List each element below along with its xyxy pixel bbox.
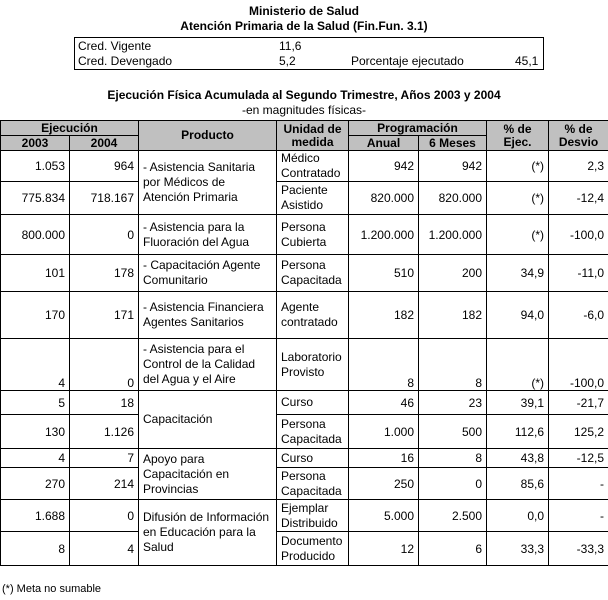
table-row xyxy=(1,468,608,500)
cell-2003: 130 xyxy=(1,415,70,449)
table-row xyxy=(1,532,608,566)
header-unidad: Unidad de medida xyxy=(277,121,349,151)
vigente-value: 11,6 xyxy=(279,39,302,53)
footnote: (*) Meta no sumable xyxy=(2,583,102,595)
cell-pct-ejec: (*) xyxy=(487,182,549,215)
cell-unidad: Curso xyxy=(277,391,349,415)
cell-pct-ejec: 34,9 xyxy=(487,255,549,292)
table-row xyxy=(1,415,608,449)
cell-unidad: Persona Capacitada xyxy=(277,255,349,292)
header-pct-ejec: % de Ejec. xyxy=(487,121,549,151)
vigente-label: Cred. Vigente xyxy=(78,39,152,53)
cell-unidad: Persona Capacitada xyxy=(277,415,349,449)
cell-2003: 270 xyxy=(1,468,70,500)
cell-producto: - Asistencia para la Fluoración del Agua xyxy=(139,215,277,255)
cell-pct-ejec: 33,3 xyxy=(487,532,549,566)
cell-6-meses: 2.500 xyxy=(419,500,487,532)
cell-anual: 820.000 xyxy=(349,182,419,215)
cell-6-meses: 942 xyxy=(419,151,487,182)
cell-pct-desvio: -12,5 xyxy=(549,449,608,468)
cell-pct-desvio: - xyxy=(549,500,608,532)
header-producto: Producto xyxy=(139,121,277,151)
cell-pct-desvio: -11,0 xyxy=(549,255,608,292)
cell-2003: 101 xyxy=(1,255,70,292)
cell-anual: 942 xyxy=(349,151,419,182)
header-ejecucion: Ejecución xyxy=(1,121,139,136)
cell-2004: 964 xyxy=(70,151,139,182)
cell-6-meses: 500 xyxy=(419,415,487,449)
cell-anual: 5.000 xyxy=(349,500,419,532)
table-row xyxy=(1,292,608,339)
cell-pct-ejec: 112,6 xyxy=(487,415,549,449)
cell-unidad: Laboratorio Provisto xyxy=(277,339,349,391)
cell-pct-ejec: 0,0 xyxy=(487,500,549,532)
cell-unidad: Persona Capacitada xyxy=(277,468,349,500)
cell-producto: Difusión de Información en Educación para la Salud xyxy=(139,500,277,566)
cell-2004: 18 xyxy=(70,391,139,415)
cell-anual: 8 xyxy=(349,339,419,391)
cell-pct-desvio: -21,7 xyxy=(549,391,608,415)
cell-anual: 16 xyxy=(349,449,419,468)
table-row xyxy=(1,339,608,391)
cell-producto: Capacitación xyxy=(139,391,277,449)
cell-2004: 1.126 xyxy=(70,415,139,449)
cell-2004: 0 xyxy=(70,339,139,391)
cell-anual: 1.000 xyxy=(349,415,419,449)
execution-table xyxy=(0,120,608,566)
budget-box xyxy=(74,37,544,70)
cell-2003: 1.053 xyxy=(1,151,70,182)
cell-6-meses: 0 xyxy=(419,468,487,500)
cell-pct-ejec: 39,1 xyxy=(487,391,549,415)
porcentaje-label: Porcentaje ejecutado xyxy=(351,54,464,68)
cell-2003: 775.834 xyxy=(1,182,70,215)
cell-pct-ejec: 43,8 xyxy=(487,449,549,468)
cell-2004: 0 xyxy=(70,500,139,532)
cell-pct-desvio: -100,0 xyxy=(549,339,608,391)
program-title: Atención Primaria de la Salud (Fin.Fun. 3.1) xyxy=(180,19,428,33)
cell-pct-desvio: -33,3 xyxy=(549,532,608,566)
cell-pct-desvio: - xyxy=(549,468,608,500)
cell-2004: 7 xyxy=(70,449,139,468)
cell-6-meses: 8 xyxy=(419,449,487,468)
cell-6-meses: 200 xyxy=(419,255,487,292)
table-row xyxy=(1,391,608,415)
cell-producto: - Asistencia Financiera Agentes Sanitarios xyxy=(139,292,277,339)
table-row xyxy=(1,151,608,182)
cell-anual: 1.200.000 xyxy=(349,215,419,255)
cell-unidad: Documento Producido xyxy=(277,532,349,566)
table-subtitle: -en magnitudes físicas- xyxy=(241,103,367,117)
cell-2004: 171 xyxy=(70,292,139,339)
cell-producto: - Capacitación Agente Comunitario xyxy=(139,255,277,292)
porcentaje-value: 45,1 xyxy=(515,54,539,68)
cell-pct-ejec: 85,6 xyxy=(487,468,549,500)
table-row xyxy=(1,215,608,255)
cell-2003: 170 xyxy=(1,292,70,339)
header-programacion: Programación xyxy=(349,121,487,136)
cell-unidad: Ejemplar Distribuido xyxy=(277,500,349,532)
cell-2004: 4 xyxy=(70,532,139,566)
cell-unidad: Persona Cubierta xyxy=(277,215,349,255)
table-row xyxy=(1,255,608,292)
header-6-meses: 6 Meses xyxy=(419,136,487,151)
cell-pct-desvio: 2,3 xyxy=(549,151,608,182)
cell-pct-ejec: (*) xyxy=(487,339,549,391)
cell-pct-desvio: -12,4 xyxy=(549,182,608,215)
cell-6-meses: 23 xyxy=(419,391,487,415)
table-title: Ejecución Física Acumulada al Segundo Trimestre, Años 2003 y 2004 xyxy=(107,88,501,102)
header-2004: 2004 xyxy=(70,136,139,151)
table-row xyxy=(1,500,608,532)
header-anual: Anual xyxy=(349,136,419,151)
cell-pct-ejec: (*) xyxy=(487,151,549,182)
cell-6-meses: 6 xyxy=(419,532,487,566)
cell-anual: 12 xyxy=(349,532,419,566)
cell-6-meses: 8 xyxy=(419,339,487,391)
ministry-title: Ministerio de Salud xyxy=(248,4,359,18)
header-pct-desvio: % de Desvio xyxy=(549,121,608,151)
cell-unidad: Curso xyxy=(277,449,349,468)
cell-2004: 178 xyxy=(70,255,139,292)
devengado-value: 5,2 xyxy=(279,54,296,68)
cell-6-meses: 182 xyxy=(419,292,487,339)
cell-producto: Apoyo para Capacitación en Provincias xyxy=(139,449,277,500)
cell-2003: 4 xyxy=(1,339,70,391)
cell-unidad: Médico Contratado xyxy=(277,151,349,182)
cell-2003: 8 xyxy=(1,532,70,566)
cell-anual: 510 xyxy=(349,255,419,292)
table-row xyxy=(1,182,608,215)
devengado-label: Cred. Devengado xyxy=(78,54,173,68)
cell-2003: 4 xyxy=(1,449,70,468)
cell-2004: 214 xyxy=(70,468,139,500)
cell-pct-desvio: 125,2 xyxy=(549,415,608,449)
cell-pct-ejec: (*) xyxy=(487,215,549,255)
cell-2003: 1.688 xyxy=(1,500,70,532)
cell-2004: 718.167 xyxy=(70,182,139,215)
header-2003: 2003 xyxy=(1,136,70,151)
cell-6-meses: 1.200.000 xyxy=(419,215,487,255)
cell-2003: 800.000 xyxy=(1,215,70,255)
cell-anual: 250 xyxy=(349,468,419,500)
cell-6-meses: 820.000 xyxy=(419,182,487,215)
cell-unidad: Agente contratado xyxy=(277,292,349,339)
cell-pct-desvio: -6,0 xyxy=(549,292,608,339)
cell-producto: - Asistencia para el Control de la Calidad del Agua y el Aire xyxy=(139,339,277,391)
table-row xyxy=(1,449,608,468)
cell-producto: - Asistencia Sanitaria por Médicos de Atención Primaria xyxy=(139,151,277,215)
cell-pct-ejec: 94,0 xyxy=(487,292,549,339)
cell-2003: 5 xyxy=(1,391,70,415)
cell-anual: 182 xyxy=(349,292,419,339)
cell-2004: 0 xyxy=(70,215,139,255)
cell-anual: 46 xyxy=(349,391,419,415)
cell-pct-desvio: -100,0 xyxy=(549,215,608,255)
cell-unidad: Paciente Asistido xyxy=(277,182,349,215)
